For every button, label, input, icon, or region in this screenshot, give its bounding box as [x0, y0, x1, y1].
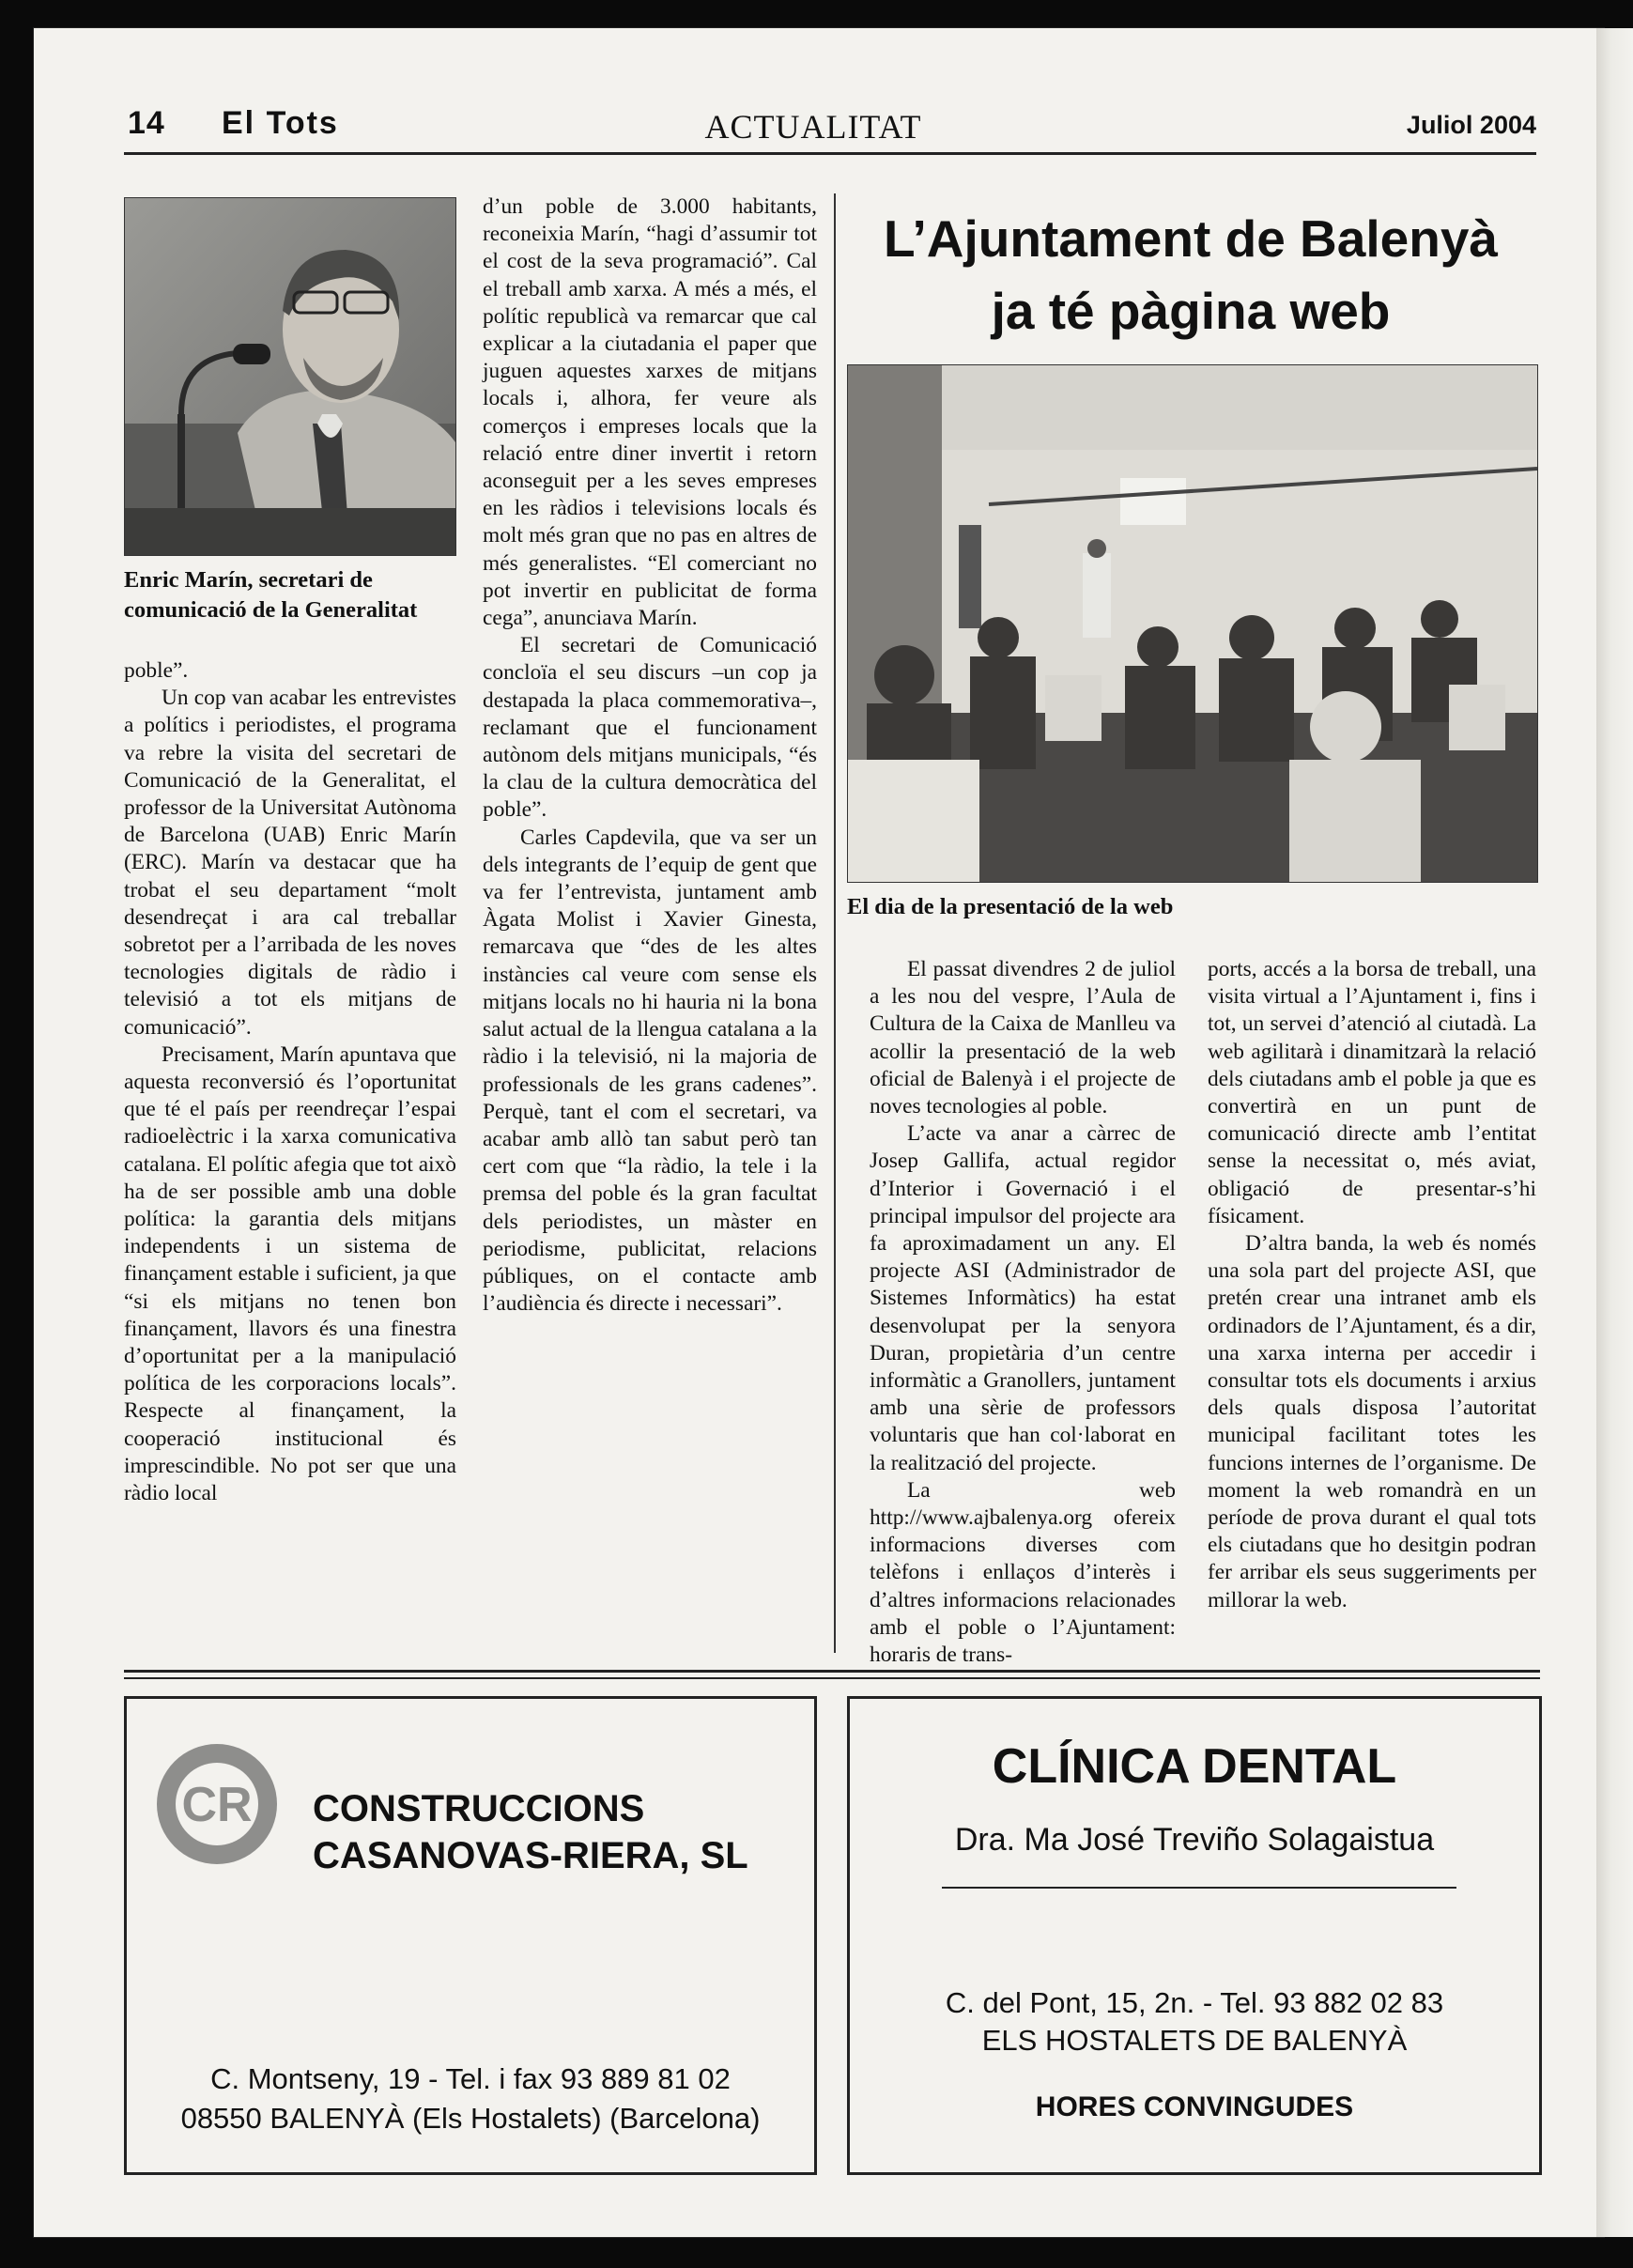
paragraph: L’acte va anar a càrrec de Josep Gallifa, actual regidor d’Interior i Governació i el principal impulsor del projecte ara fa aproximadament un any. El projecte ASI (Administrador de Sistemes Informàtics) ha estat desenvolupat per la senyora Duran, propietària d’un centre informàtic a Granollers, juntament amb una sèrie de professors voluntaris que han col·laborat en la realització del projecte. — [870, 1121, 1176, 1475]
clinic-hours: HORES CONVINGUDES — [1035, 2091, 1354, 2122]
paragraph: ports, accés a la borsa de treball, una visita virtual a l’Ajuntament i, fins i tot, un servei d’atenció al ciutadà. La web agilitarà i dinamitzarà la relació dels ciutadans amb el poble ja que es convertirà en un punt de comunicació directe amb l’entitat sense la necessitat o, més aviat, obligació de presentar-s’hi físicament. — [1208, 957, 1536, 1228]
construccions-logo-icon — [155, 1742, 279, 1866]
issue-date: Juliol 2004 — [1406, 111, 1536, 139]
column-divider — [834, 193, 836, 1653]
paragraph: Un cop van acabar les entrevistes a polítics i periodistes, el programa va rebre la visita del secretari de Comunicació de la Generalitat, el professor de la Universitat Autònoma de Barcelona (UAB) Enric Marín (ERC). Marín va destacar que ha trobat el seu departament “molt desendreçat i ara cal treballar sobretot per a l’arribada de les noves tecnologies digitals de ràdio i televisió a tot els mitjans de comunicació”. — [124, 686, 456, 1040]
logo-letters: CR — [181, 1778, 253, 1832]
caption-line: Enric Marín, secretari de — [124, 567, 373, 593]
ads-separator-rule — [124, 1677, 1540, 1679]
paragraph: Precisament, Marín apuntava que aquesta reconversió és l’oportunitat que té el país per reendreçar l’espai radioelèctric i la xarxa comunicativa catalana. El polític afegia que tot això ha de ser possible amb una doble política: la garantia dels mitjans independents i un sistema de finançament estable i suficient, ja que “si els mitjans no tenen bon finançament, llavors és una finestra d’oportunitat per a la manipulació política de les corporacions locals”. Respecte al finançament, la cooperació institucional és imprescindible. No pot ser que una ràdio local — [124, 1041, 456, 1506]
paragraph: El passat divendres 2 de juliol a les nou del vespre, l’Aula de Cultura de la Caixa de Manlleu va acollir la presentació de la web oficial de Balenyà i el projecte de noves tecnologies al poble. — [870, 957, 1176, 1119]
headline-line: L’Ajuntament de Balenyà — [883, 209, 1499, 268]
photo-presentation-caption: El dia de la presentació de la web — [847, 894, 1174, 919]
section-title: ACTUALITAT — [704, 108, 922, 146]
caption-line: comunicació de la Generalitat — [124, 597, 418, 623]
headline-line: ja té pàgina web — [991, 282, 1391, 340]
address-line: C. del Pont, 15, 2n. - Tel. 93 882 02 83 — [945, 1986, 1444, 2019]
magazine-title: El Tots — [222, 105, 339, 141]
paragraph: poble”. — [124, 658, 189, 683]
paragraph: D’altra banda, la web és només una sola part del projecte ASI, que pretén crear una intranet amb els ordinadors de l’Ajuntament, és a dir, una xarxa interna per accedir i consultar tots els documents i arxius dels quals disposa l’autoritat municipal facilitant totes les funcions internes de l’organisme. De moment la web romandrà en un període de prova durant el qual tots els ciutadans que ho desitgin podran fer arribar els seus suggeriments per millorar la web. — [1208, 1231, 1536, 1612]
photo-speaker — [124, 197, 456, 556]
header-rule — [124, 152, 1536, 155]
article-column-4 — [1208, 956, 1536, 1614]
article-column-1 — [124, 657, 456, 1507]
page-spine — [1596, 28, 1633, 2237]
paragraph: El secretari de Comunicació concloïa el seu discurs –un cop ja destapada la placa commemorativa–, reclamant que el funcionament autònom dels mitjans municipals, “és la clau de la cultura democràtica del poble”. — [483, 633, 817, 823]
ads-separator-rule — [124, 1670, 1540, 1673]
paragraph: La web http://www.ajbalenya.org ofereix informacions diverses com telèfons i enllaços d’interès i d’altres informacions relacionades amb el poble o l’Ajuntament: horaris de trans- — [870, 1477, 1176, 1668]
address-line: 08550 BALENYÀ (Els Hostalets) (Barcelona) — [180, 2102, 761, 2135]
company-name-line: CASANOVAS-RIERA, SL — [313, 1835, 748, 1876]
photo-speaker-caption — [124, 565, 462, 625]
ad-clinica-dental — [847, 1696, 1542, 2175]
paragraph: Carles Capdevila, que va ser un dels integrants de l’equip de gent que va fer l’entrevista, juntament amb Àgata Molist i Xavier Ginesta, remarcava que “des de les altes instàncies cal veure com sense els mitjans locals no hi hauria ni la bona salut actual de la llengua catalana a la ràdio i la televisió, ni la majoria de professionals de les grans cadenes”. Perquè, tant el com el secretari, va acabar amb allò tan sabut però tan cert com que “la ràdio, la tele i la premsa del poble és la gran facultat dels periodistes, un màster en periodisme, publicitat, relacions públiques, on el contacte amb l’audiència és directe i necessari”. — [483, 825, 817, 1317]
page-number: 14 — [128, 105, 165, 141]
address-line: ELS HOSTALETS DE BALENYÀ — [981, 2024, 1408, 2057]
page-header — [90, 101, 1536, 150]
address-line: C. Montseny, 19 - Tel. i fax 93 889 81 02 — [210, 2062, 731, 2095]
clinic-doctor: Dra. Ma José Treviño Solagaistua — [954, 1822, 1435, 1858]
clinic-name: CLÍNICA DENTAL — [992, 1739, 1397, 1794]
ad-construccions — [124, 1696, 817, 2175]
photo-presentation — [847, 364, 1538, 883]
company-name-line: CONSTRUCCIONS — [313, 1788, 645, 1829]
company-address — [127, 2060, 814, 2138]
clinic-divider — [942, 1887, 1456, 1889]
article-column-2 — [483, 193, 817, 1318]
clinic-address — [850, 1984, 1539, 2060]
paragraph: d’un poble de 3.000 habitants, reconeixia Marín, “hagi d’assumir tot el cost de la seva programació”. Cal el treball amb xarxa. A més a més, el polític republicà va remarcar que cal explicar a la ciutadania el paper que juguen aquestes xarxes de mitjans locals i, alhora, fer veure als comerços i empreses locals que la relació entre diner invertit i retorn aconseguit per a les seves empreses en les ràdios i televisions locals és molt més gran que no pas en altres de més generalistes. “El comerciant no pot invertir en publicitat de forma cega”, anunciava Marín. — [483, 194, 817, 631]
article-column-3 — [870, 956, 1176, 1669]
company-name — [313, 1785, 748, 1879]
article-headline — [845, 203, 1536, 347]
